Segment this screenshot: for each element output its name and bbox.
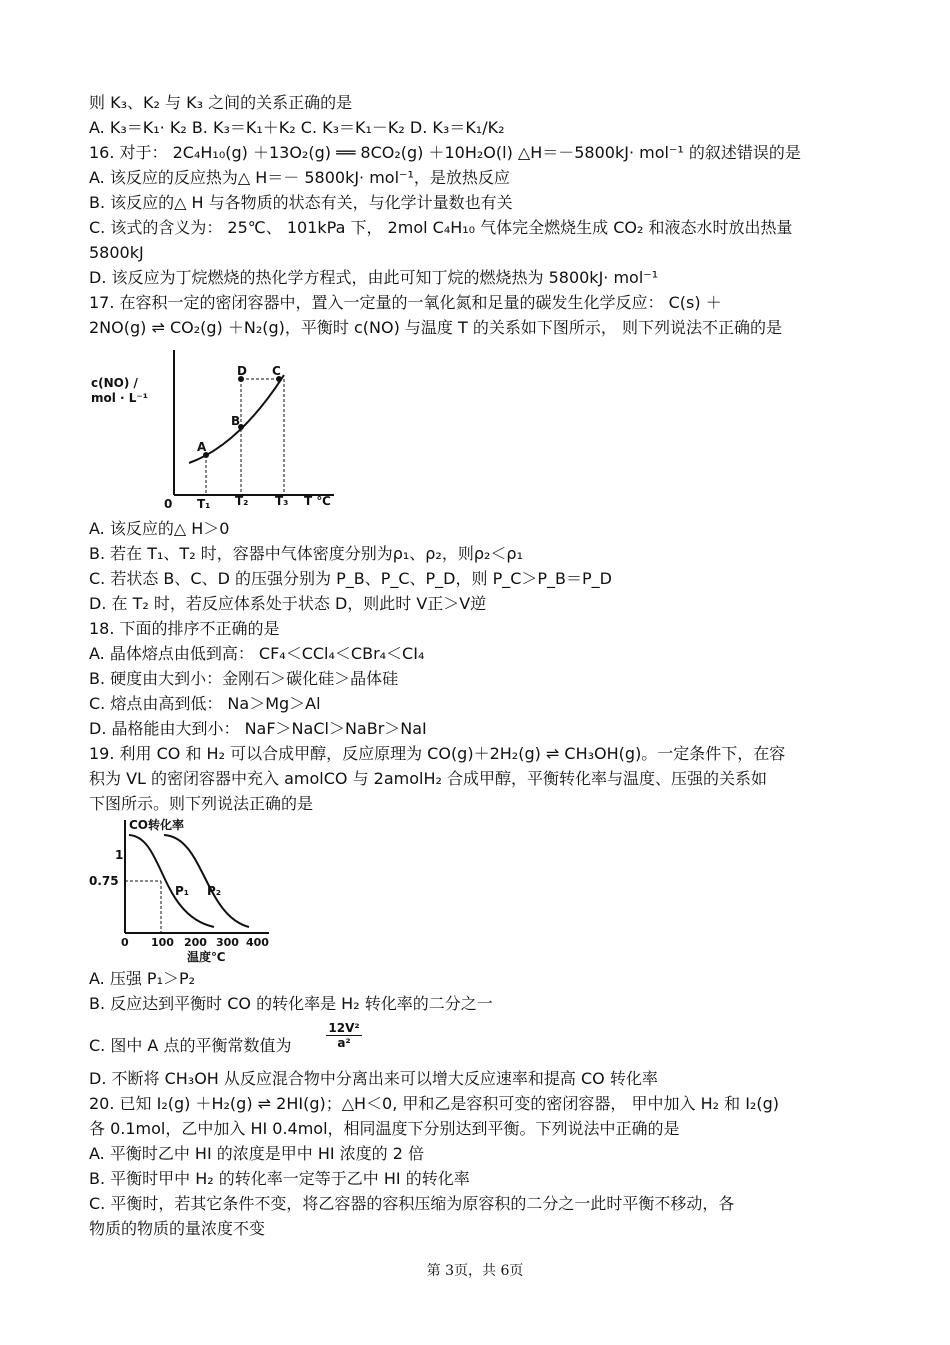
text-line: A. K₃＝K₁· K₂ B. K₃＝K₁＋K₂ C. K₃＝K₁－K₂ D. K₃＝K₁/K₂ [89,118,505,137]
text-line: 物质的物质的量浓度不变 [89,1219,266,1238]
label-p2: P₂ [207,884,222,898]
text-line: D. 在 T₂ 时，若反应体系处于状态 D，则此时 V正＞V逆 [89,594,487,613]
text-line: D. 不断将 CH₃OH 从反应混合物中分离出来可以增大反应速率和提高 CO 转化率 [89,1069,658,1088]
y-axis-title: CO转化率 [129,818,185,832]
option-c-19 [89,1035,291,1057]
label-d: D [237,364,247,378]
label-b: B [231,414,241,428]
text-line: 则 K₃、K₂ 与 K₃ 之间的关系正确的是 [89,93,353,112]
fraction [326,1021,362,1050]
label-a: A [197,440,207,454]
curve-p2 [164,835,249,927]
option-text: C. 图中 A 点的平衡常数值为 [89,1036,292,1055]
figure-17-graph [89,345,349,515]
text-line: 2NO(g) ⇌ CO₂(g) ＋N₂(g)，平衡时 c(NO) 与温度 T 的关系如下图所示， 则下列说法不正确的是 [89,318,782,337]
text-line: D. 该反应为丁烷燃烧的热化学方程式，由此可知丁烷的燃烧热为 5800kJ· mol⁻¹ [89,268,659,287]
text-line: B. 该反应的△ H 与各物质的状态有关，与化学计量数也有关 [89,193,513,212]
text-line: 下图所示。则下列说法正确的是 [89,794,314,813]
tick-x100: 100 [151,936,174,949]
tick-075: 0.75 [89,874,119,888]
question-17: 17. 在容积一定的密闭容器中，置入一定量的一氧化氮和足量的碳发生化学反应： C(s) ＋ [89,293,722,312]
text-line: C. 熔点由高到低： Na＞Mg＞Al [89,694,321,713]
fraction-numerator: 12V² [326,1021,362,1036]
label-p1: P₁ [175,884,190,898]
text-line: 积为 VL 的密闭容器中充入 amolCO 与 2amolH₂ 合成甲醇，平衡转化率与温度、压强的关系如 [89,769,768,788]
text-line: C. 平衡时，若其它条件不变，将乙容器的容积压缩为原容积的二分之一此时平衡不移动，各 [89,1194,735,1213]
text-line: A. 该反应的反应热为△ H＝－ 5800kJ· mol⁻¹，是放热反应 [89,168,510,187]
question-20: 20. 已知 I₂(g) ＋H₂(g) ⇌ 2HI(g)；△H＜0, 甲和乙是容积可变的密闭容器， 甲中加入 H₂ 和 I₂(g) [89,1094,779,1113]
x-axis-label: T ℃ [304,494,331,508]
origin-label: 0 [164,497,173,511]
text-line: B. 若在 T₁、T₂ 时，容器中气体密度分别为ρ₁、ρ₂，则ρ₂＜ρ₁ [89,544,523,563]
label-c: C [272,364,281,378]
text-line: C. 若状态 B、C、D 的压强分别为 P_B、P_C、P_D，则 P_C＞P_B＝P_D [89,569,612,588]
fraction-denominator: a² [337,1036,351,1050]
tick-1: 1 [115,848,124,862]
question-16: 16. 对于： 2C₄H₁₀(g) ＋13O₂(g) ══ 8CO₂(g) ＋10H₂O(l) △H＝－5800kJ· mol⁻¹ 的叙述错误的是 [89,143,801,162]
text-line: B. 反应达到平衡时 CO 的转化率是 H₂ 转化率的二分之一 [89,994,493,1013]
tick-t1: T₁ [197,497,211,511]
y-axis-label: c(NO) / [91,376,138,390]
tick-t2: T₂ [235,494,249,508]
tick-x300: 300 [216,936,239,949]
page-footer: 第 3页，共 6页 [426,1263,524,1279]
text-line: D. 晶格能由大到小： NaF＞NaCl＞NaBr＞NaI [89,719,427,738]
text-line: B. 平衡时甲中 H₂ 的转化率一定等于乙中 HI 的转化率 [89,1169,470,1188]
x-axis-label: 温度℃ [187,950,226,964]
text-line: A. 该反应的△ H＞0 [89,519,230,538]
question-19: 19. 利用 CO 和 H₂ 可以合成甲醇，反应原理为 CO(g)＋2H₂(g) ⇌ CH₃OH(g)。一定条件下，在容 [89,744,786,763]
text-line: A. 平衡时乙中 HI 的浓度是甲中 HI 浓度的 2 倍 [89,1144,425,1163]
text-line: C. 该式的含义为： 25℃、 101kPa 下， 2mol C₄H₁₀ 气体完全燃烧生成 CO₂ 和液态水时放出热量 [89,218,793,237]
y-axis-unit: mol · L⁻¹ [91,391,149,405]
tick-x0: 0 [121,936,129,949]
tick-x400: 400 [246,936,269,949]
text-line: 5800kJ [89,243,144,262]
text-line: B. 硬度由大到小：金刚石＞碳化硅＞晶体硅 [89,669,399,688]
text-line: 各 0.1mol，乙中加入 HI 0.4mol，相同温度下分别达到平衡。下列说法中正确的是 [89,1119,680,1138]
figure-19-graph [89,815,289,965]
tick-t3: T₃ [275,494,289,508]
text-line: A. 晶体熔点由低到高： CF₄＜CCl₄＜CBr₄＜CI₄ [89,644,425,663]
tick-x200: 200 [184,936,207,949]
question-18: 18. 下面的排序不正确的是 [89,619,280,638]
text-line: A. 压强 P₁＞P₂ [89,969,196,988]
